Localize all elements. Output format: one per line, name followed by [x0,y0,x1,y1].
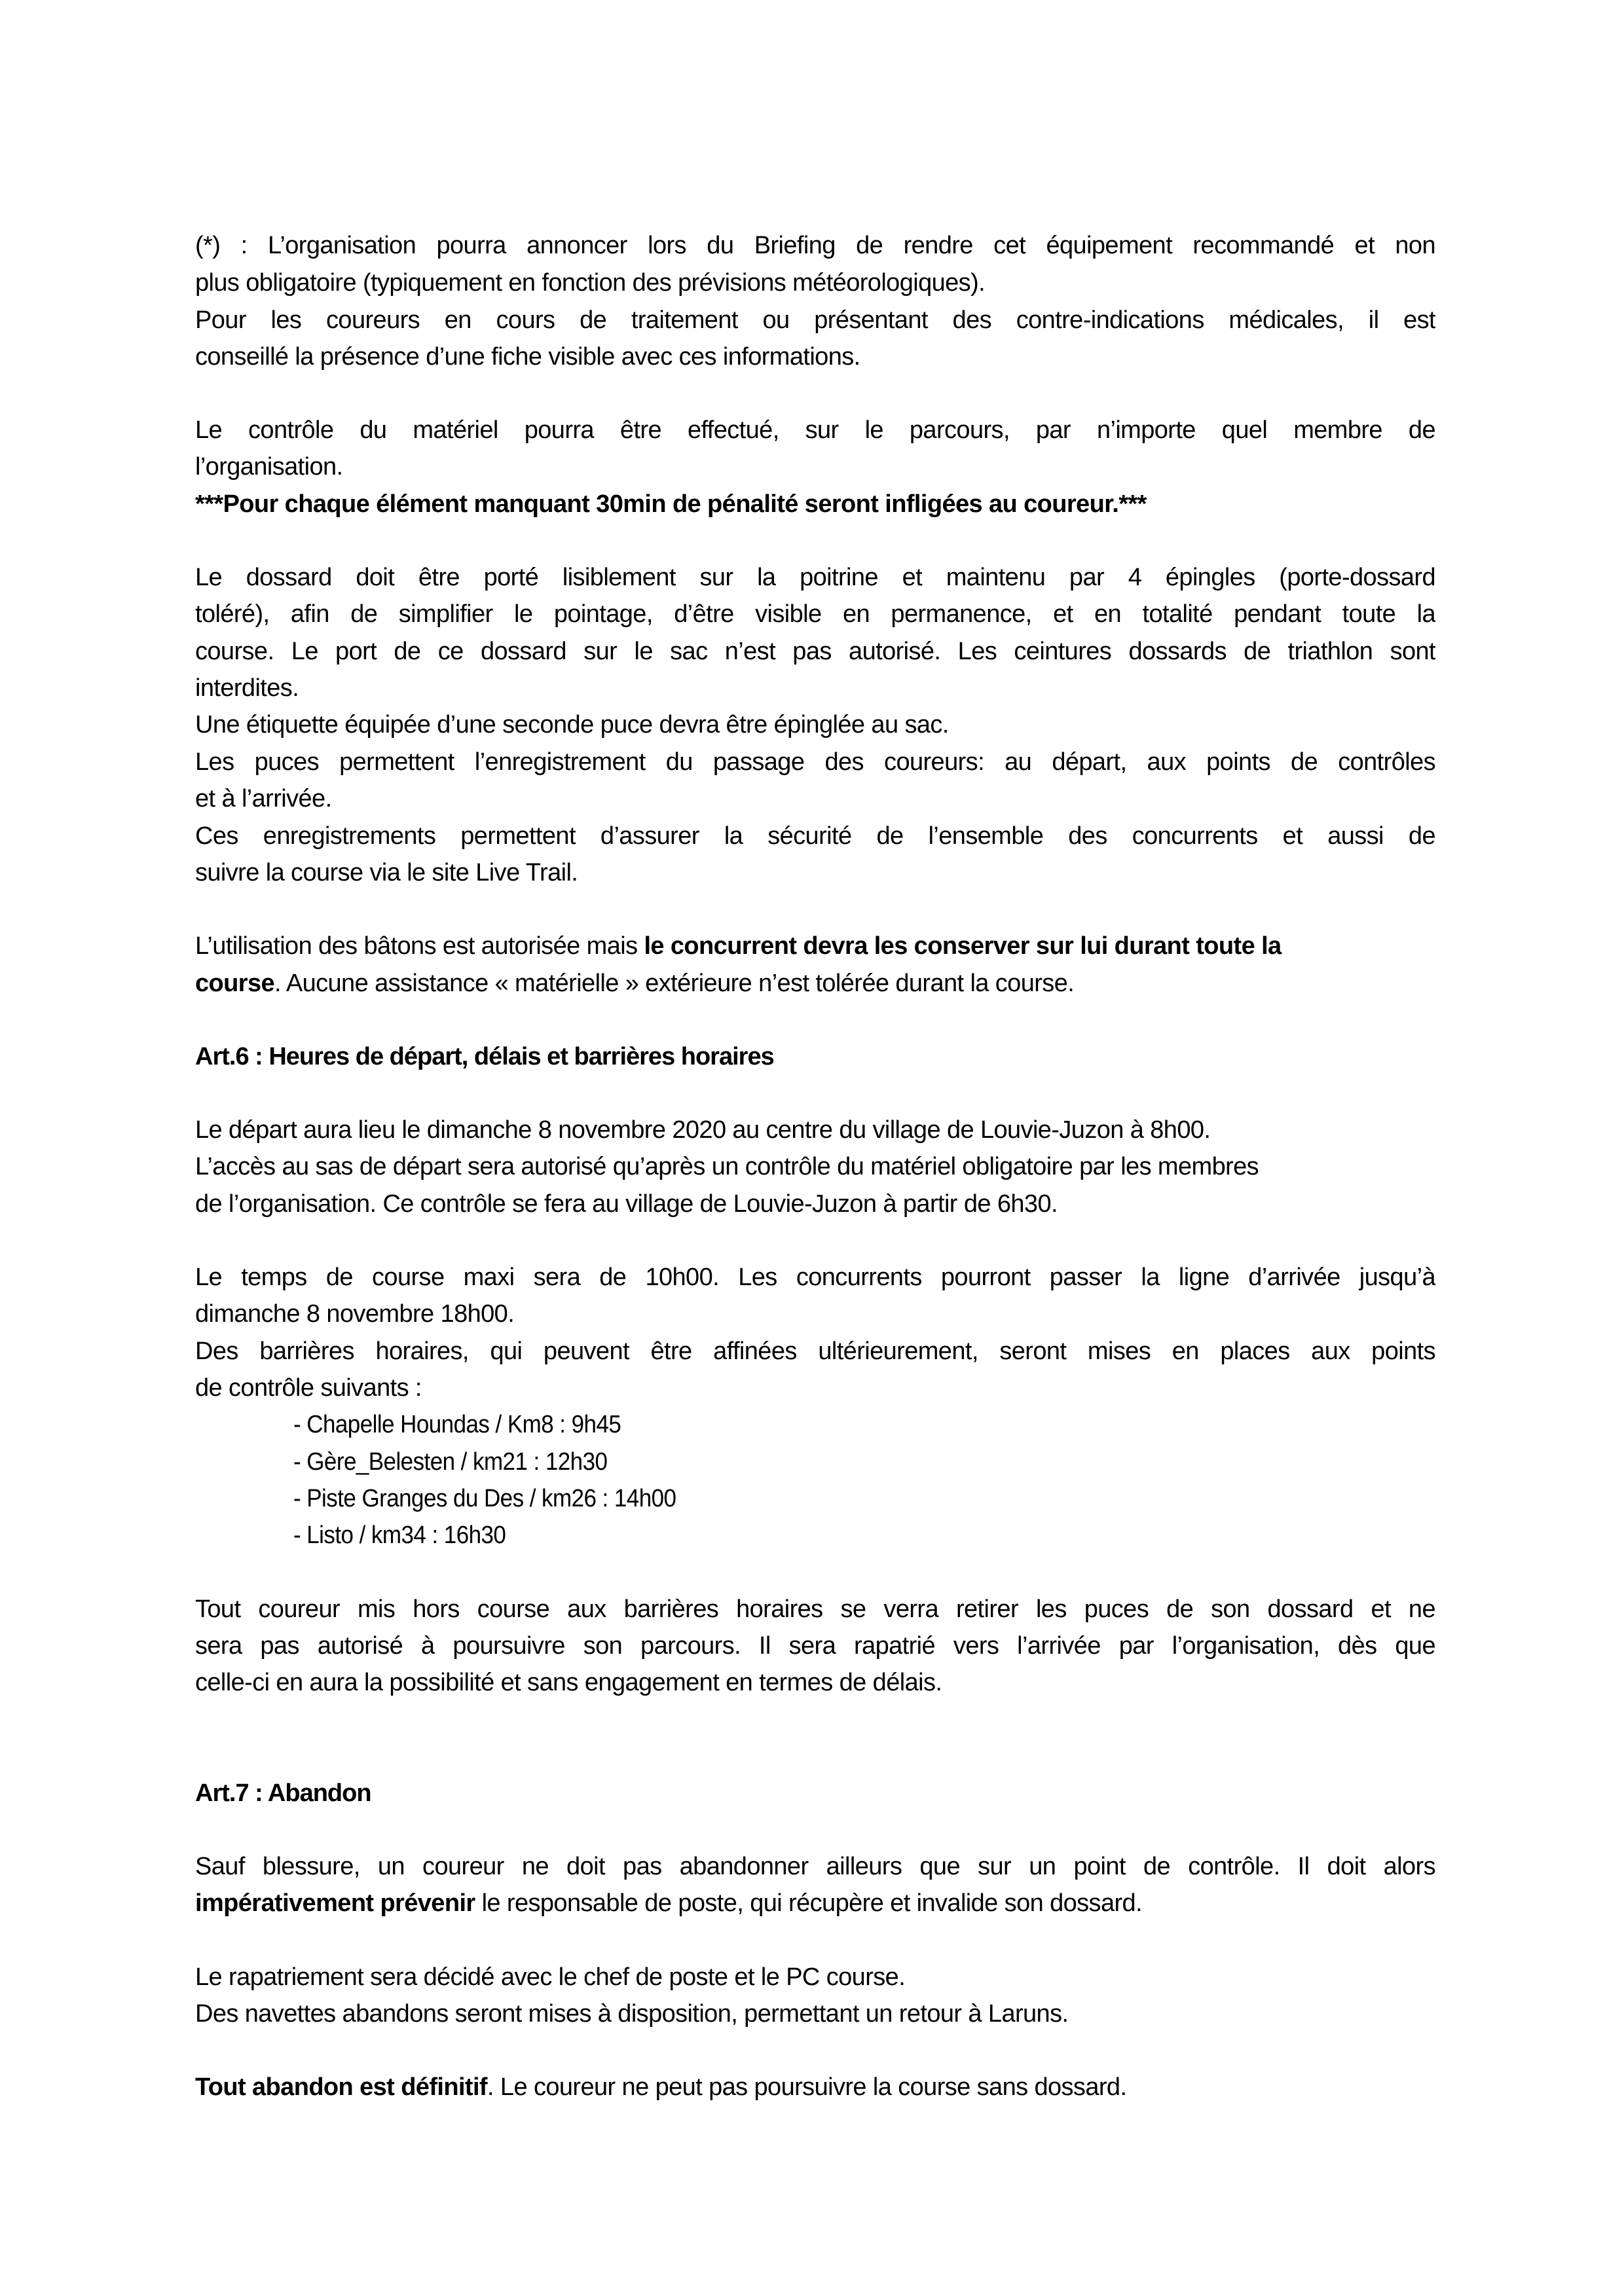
paragraph-line: dimanche 8 novembre 18h00. [195,1300,515,1328]
paragraph-line: interdites. [195,674,299,702]
list-item-barriere: - Piste Granges du Des / km26 : 14h00 [293,1485,676,1512]
text-bold: le concurrent devra les conserver sur lui durant toute la [644,932,1282,960]
paragraph-line [195,965,1435,1002]
paragraph-line: Le départ aura lieu le dimanche 8 novembre 2020 au centre du village de Louvie-Juzon à 8h00. [195,1116,1211,1144]
list-item-barriere: - Chapelle Houndas / Km8 : 9h45 [293,1411,621,1438]
paragraph-line: Des navettes abandons seront mises à disposition, permettant un retour à Laruns. [195,2000,1069,2028]
paragraph-line: Une étiquette équipée d’une seconde puce devra être épinglée au sac. [195,711,949,738]
text-normal: le responsable de poste, qui récupère et invalide son dossard. [475,1889,1143,1917]
list-item-barriere: - Gère_Belesten / km21 : 12h30 [293,1448,608,1476]
text-normal: . Aucune assistance « matérielle » extérieure n’est tolérée durant la course. [274,970,1075,997]
paragraph-line: toléré), afin de simplifier le pointage, d’être visible en permanence, et en totalité pendant toute la [195,600,1435,628]
list-item-barriere: - Listo / km34 : 16h30 [293,1522,506,1549]
paragraph-line [195,928,1435,964]
paragraph-line: Le contrôle du matériel pourra être effectué, sur le parcours, par n’importe quel membre de [195,416,1435,444]
paragraph-line: Les puces permettent l’enregistrement du passage des coureurs: au départ, aux points de contrôles [195,748,1435,776]
paragraph-line: (*) : L’organisation pourra annoncer lors du Briefing de rendre cet équipement recommandé et non [195,232,1435,259]
paragraph-line [195,2069,1435,2105]
text-bold: course [195,970,275,997]
paragraph-line: Le temps de course maxi sera de 10h00. Les concurrents pourront passer la ligne d’arrivée jusqu’à [195,1264,1435,1291]
paragraph-line: plus obligatoire (typiquement en fonction des prévisions météorologiques). [195,269,986,297]
paragraph-line: Des barrières horaires, qui peuvent être affinées ultérieurement, seront mises en places aux points [195,1338,1435,1365]
paragraph-line: course. Le port de ce dossard sur le sac n’est pas autorisé. Les ceintures dossards de triathlon sont [195,638,1435,665]
paragraph-line: de contrôle suivants : [195,1374,422,1402]
paragraph-line: Pour les coureurs en cours de traitement ou présentant des contre-indications médicales, il est [195,306,1435,334]
paragraph-line: Sauf blessure, un coureur ne doit pas abandonner ailleurs que sur un point de contrôle. Il doit alors [195,1853,1435,1880]
paragraph-line: L’accès au sas de départ sera autorisé qu’après un contrôle du matériel obligatoire par les membres [195,1153,1259,1180]
paragraph-line: Le rapatriement sera décidé avec le chef de poste et le PC course. [195,1963,906,1991]
section-heading-art6: Art.6 : Heures de départ, délais et barrières horaires [195,1043,774,1070]
paragraph-line: celle-ci en aura la possibilité et sans engagement en termes de délais. [195,1669,942,1696]
paragraph-line: Le dossard doit être porté lisiblement sur la poitrine et maintenu par 4 épingles (porte-dossard [195,564,1435,591]
paragraph-line: conseillé la présence d’une fiche visible avec ces informations. [195,343,860,371]
text-normal: L’utilisation des bâtons est autorisée mais [195,932,644,960]
paragraph-line [195,1885,1435,1922]
paragraph-line: l’organisation. [195,453,343,481]
paragraph-line: de l’organisation. Ce contrôle se fera au village de Louvie-Juzon à partir de 6h30. [195,1190,1058,1218]
paragraph-line: suivre la course via le site Live Trail. [195,859,578,886]
text-bold: Tout abandon est définitif [195,2073,487,2101]
section-heading-art7: Art.7 : Abandon [195,1779,371,1807]
paragraph-line: Tout coureur mis hors course aux barrières horaires se verra retirer les puces de son dossard et ne [195,1595,1435,1623]
paragraph-line: sera pas autorisé à poursuivre son parcours. Il sera rapatrié vers l’arrivée par l’organisation, dès que [195,1632,1435,1660]
text-normal: . Le coureur ne peut pas poursuivre la course sans dossard. [487,2073,1127,2101]
paragraph-line: Ces enregistrements permettent d’assurer la sécurité de l’ensemble des concurrents et aussi de [195,822,1435,850]
text-bold: impérativement prévenir [195,1889,475,1917]
penalty-notice: ***Pour chaque élément manquant 30min de pénalité seront infligées au coureur.*** [195,490,1147,518]
paragraph-line: et à l’arrivée. [195,785,332,812]
